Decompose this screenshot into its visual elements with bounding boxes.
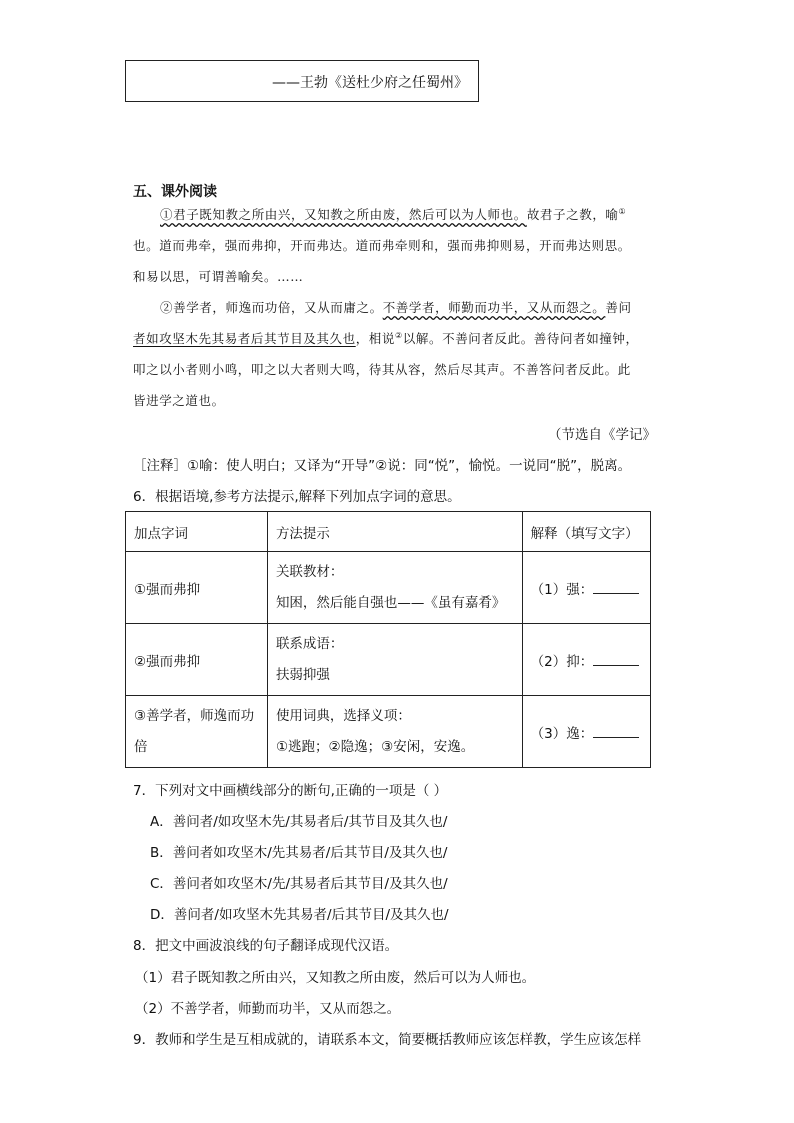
table-header: 解释（填写文字） bbox=[522, 512, 650, 552]
table-cell-word: ③善学者，师逸而功 倍 bbox=[126, 696, 268, 768]
answer-blank[interactable] bbox=[593, 581, 639, 594]
passage-para2-line3: 叩之以小者则小鸣，叩之以大者则大鸣，待其从容，然后尽其声。不善答问者反此。此 bbox=[133, 362, 631, 377]
table-cell-answer: （1）强： bbox=[522, 552, 650, 624]
question-6-prompt: 6．根据语境,参考方法提示,解释下列加点字词的意思。 bbox=[133, 489, 461, 505]
passage-para2-line2: 者如攻坚木先其易者后其节目及其久也，相说②以解。不善问者反此。善待问者如撞钟， bbox=[133, 330, 639, 346]
passage-para2-line1: ②善学者，师逸而功倍，又从而庸之。不善学者，师勤而功半，又从而怨之。善问 bbox=[160, 300, 632, 315]
table-header-row bbox=[126, 512, 651, 552]
option-d[interactable]: D．善问者/如攻坚木先其易者/后其节目/及其久也/ bbox=[150, 907, 449, 923]
passage-para2-line4: 皆进学之道也。 bbox=[133, 393, 225, 408]
section-title: 五、课外阅读 bbox=[133, 184, 217, 200]
option-a[interactable]: A．善问者/如攻坚木先/其易者后/其节目及其久也/ bbox=[150, 814, 448, 830]
wavy-underlined-sentence-2: 不善学者，师勤而功半，又从而怨之。 bbox=[382, 300, 606, 315]
passage-para1-line3: 和易以思，可谓善喻矣。…… bbox=[133, 269, 304, 284]
method-table bbox=[125, 511, 651, 768]
table-cell-hint: 使用词典，选择义项： ①逃跑；②隐逸；③安闲，安逸。 bbox=[267, 696, 522, 768]
option-b[interactable]: B．善问者如攻坚木/先其易者/后其节目/及其久也/ bbox=[150, 845, 448, 861]
question-7-prompt: 7．下列对文中画横线部分的断句,正确的一项是（ ） bbox=[133, 783, 448, 799]
table-row bbox=[126, 696, 651, 768]
table-cell-hint: 关联教材： 知困，然后能自强也——《虽有嘉肴》 bbox=[267, 552, 522, 624]
table-row bbox=[126, 552, 651, 624]
option-c[interactable]: C．善问者如攻坚木/先/其易者后其节目/及其久也/ bbox=[150, 876, 448, 892]
underlined-phrase: 者如攻坚木先其易者后其节目及其久也 bbox=[133, 331, 356, 346]
wavy-underlined-sentence-1: ①君子既知教之所由兴，又知教之所由废，然后可以为人师也。 bbox=[160, 207, 527, 222]
passage-para1-line2: 也。道而弗牵，强而弗抑，开而弗达。道而弗牵则和，强而弗抑则易，开而弗达则思。 bbox=[133, 238, 631, 253]
quote-source: ——王勃《送杜少府之任蜀州》 bbox=[272, 75, 468, 91]
passage-source: （节选自《学记》 bbox=[548, 427, 656, 443]
question-8-prompt: 8．把文中画波浪线的句子翻译成现代汉语。 bbox=[133, 938, 399, 954]
table-cell-word: ②强而弗抑 bbox=[126, 624, 268, 696]
question-8-item: （2）不善学者，师勤而功半，又从而怨之。 bbox=[135, 1001, 401, 1017]
quote-source-box bbox=[125, 60, 479, 102]
table-header: 方法提示 bbox=[267, 512, 522, 552]
passage-note: ［注释］①喻：使人明白；又译为“开导”②说：同“悦”，愉悦。一说同“脱”，脱离。 bbox=[133, 458, 632, 474]
table-cell-word: ①强而弗抑 bbox=[126, 552, 268, 624]
question-9-prompt: 9．教师和学生是互相成就的，请联系本文，简要概括教师应该怎样教，学生应该怎样 bbox=[133, 1032, 642, 1048]
question-8-item: （1）君子既知教之所由兴，又知教之所由废，然后可以为人师也。 bbox=[135, 970, 536, 986]
table-header: 加点字词 bbox=[126, 512, 268, 552]
table-row bbox=[126, 624, 651, 696]
passage-para1-line1: ①君子既知教之所由兴，又知教之所由废，然后可以为人师也。故君子之教，喻① bbox=[160, 206, 627, 222]
table-cell-answer: （3）逸： bbox=[522, 696, 650, 768]
table-cell-hint: 联系成语： 扶弱抑强 bbox=[267, 624, 522, 696]
answer-blank[interactable] bbox=[593, 725, 639, 738]
table-cell-answer: （2）抑： bbox=[522, 624, 650, 696]
answer-blank[interactable] bbox=[593, 653, 639, 666]
